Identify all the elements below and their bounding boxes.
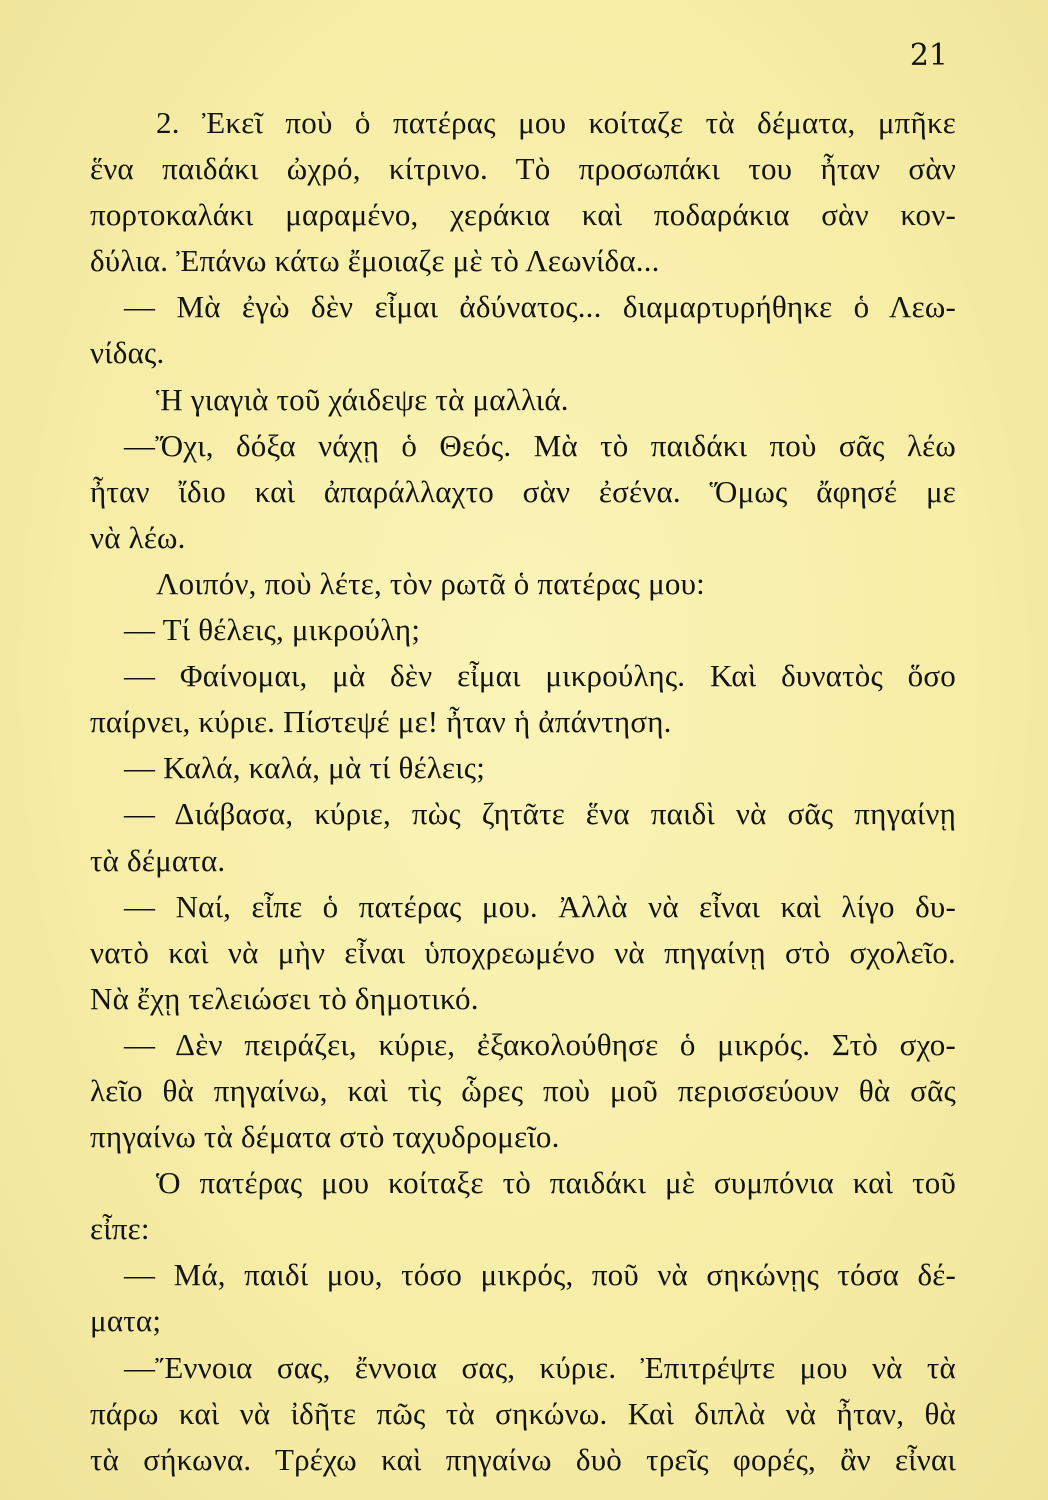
text-line: λεῖο θὰ πηγαίνω, καὶ τὶς ὧρες ποὺ μοῦ περισσεύουν θὰ σᾶς: [90, 1072, 956, 1108]
text-line: — Φαίνομαι, μὰ δὲν εἶμαι μικρούλης. Καὶ δυνατὸς ὅσο: [124, 658, 956, 694]
text-line: πηγαίνω τὰ δέματα στὸ ταχυδρομεῖο.: [90, 1119, 560, 1155]
text-line: —Ὄχι, δόξα νάχῃ ὁ Θεός. Μὰ τὸ παιδάκι ποὺ σᾶς λέω: [124, 427, 956, 463]
text-line: νὰ λέω.: [90, 519, 186, 555]
text-line: — Τί θέλεις, μικρούλη;: [124, 612, 421, 648]
text-line: ἕνα παιδάκι ὠχρό, κίτρινο. Τὸ προσωπάκι του ἦταν σὰν: [90, 151, 956, 187]
text-line: Ἡ γιαγιὰ τοῦ χάιδεψε τὰ μαλλιά.: [156, 381, 569, 417]
text-line: ματα;: [90, 1303, 162, 1339]
text-line: νίδας.: [90, 335, 165, 371]
text-line: εἶπε:: [90, 1211, 150, 1247]
text-line: τὰ σήκωνα. Τρέχω καὶ πηγαίνω δυὸ τρεῖς φορές, ἂν εἶναι: [90, 1441, 956, 1477]
text-line: —Ἔννοια σας, ἔννοια σας, κύριε. Ἐπιτρέψτε μου νὰ τὰ: [124, 1349, 956, 1385]
text-line: τὰ δέματα.: [90, 842, 226, 878]
text-line: Λοιπόν, ποὺ λέτε, τὸν ρωτᾶ ὁ πατέρας μου:: [156, 565, 705, 601]
text-line: ἦταν ἴδιο καὶ ἀπαράλλαχτο σὰν ἐσένα. Ὅμως ἄφησέ με: [90, 473, 956, 509]
text-line: — Μά, παιδί μου, τόσο μικρός, ποῦ νὰ σηκώνῃς τόσα δέ-: [124, 1257, 956, 1293]
text-line: — Ναί, εἶπε ὁ πατέρας μου. Ἀλλὰ νὰ εἶναι καὶ λίγο δυ-: [124, 888, 956, 924]
text-line: παίρνει, κύριε. Πίστεψέ με! ἦταν ἡ ἀπάντηση.: [90, 704, 672, 740]
page-number: 21: [909, 38, 948, 73]
text-line: Ὁ πατέρας μου κοίταξε τὸ παιδάκι μὲ συμπόνια καὶ τοῦ: [156, 1165, 956, 1201]
text-line: — Δὲν πειράζει, κύριε, ἐξακολούθησε ὁ μικρός. Στὸ σχο-: [124, 1026, 956, 1062]
text-line: — Διάβασα, κύριε, πὼς ζητᾶτε ἕνα παιδὶ νὰ σᾶς πηγαίνῃ: [124, 796, 956, 832]
body-text: [90, 100, 956, 1483]
text-line: πάρω καὶ νὰ ἰδῆτε πῶς τὰ σηκώνω. Καὶ διπλὰ νὰ ἦταν, θὰ: [90, 1395, 956, 1431]
text-line: 2. Ἐκεῖ ποὺ ὁ πατέρας μου κοίταζε τὰ δέματα, μπῆκε: [156, 105, 956, 140]
text-line: — Καλά, καλά, μὰ τί θέλεις;: [124, 750, 486, 786]
text-line: νατὸ καὶ νὰ μὴν εἶναι ὑποχρεωμένο νὰ πηγαίνῃ στὸ σχολεῖο.: [90, 934, 956, 970]
text-line: Νὰ ἔχῃ τελειώσει τὸ δημοτικό.: [90, 980, 479, 1016]
text-line: πορτοκαλάκι μαραμένο, χεράκια καὶ ποδαράκια σὰν κον-: [90, 197, 956, 233]
text-line: — Μὰ ἐγὼ δὲν εἶμαι ἀδύνατος... διαμαρτυρήθηκε ὁ Λεω-: [124, 289, 956, 325]
text-line: δύλια. Ἐπάνω κάτω ἔμοιαζε μὲ τὸ Λεωνίδα...: [90, 243, 660, 279]
